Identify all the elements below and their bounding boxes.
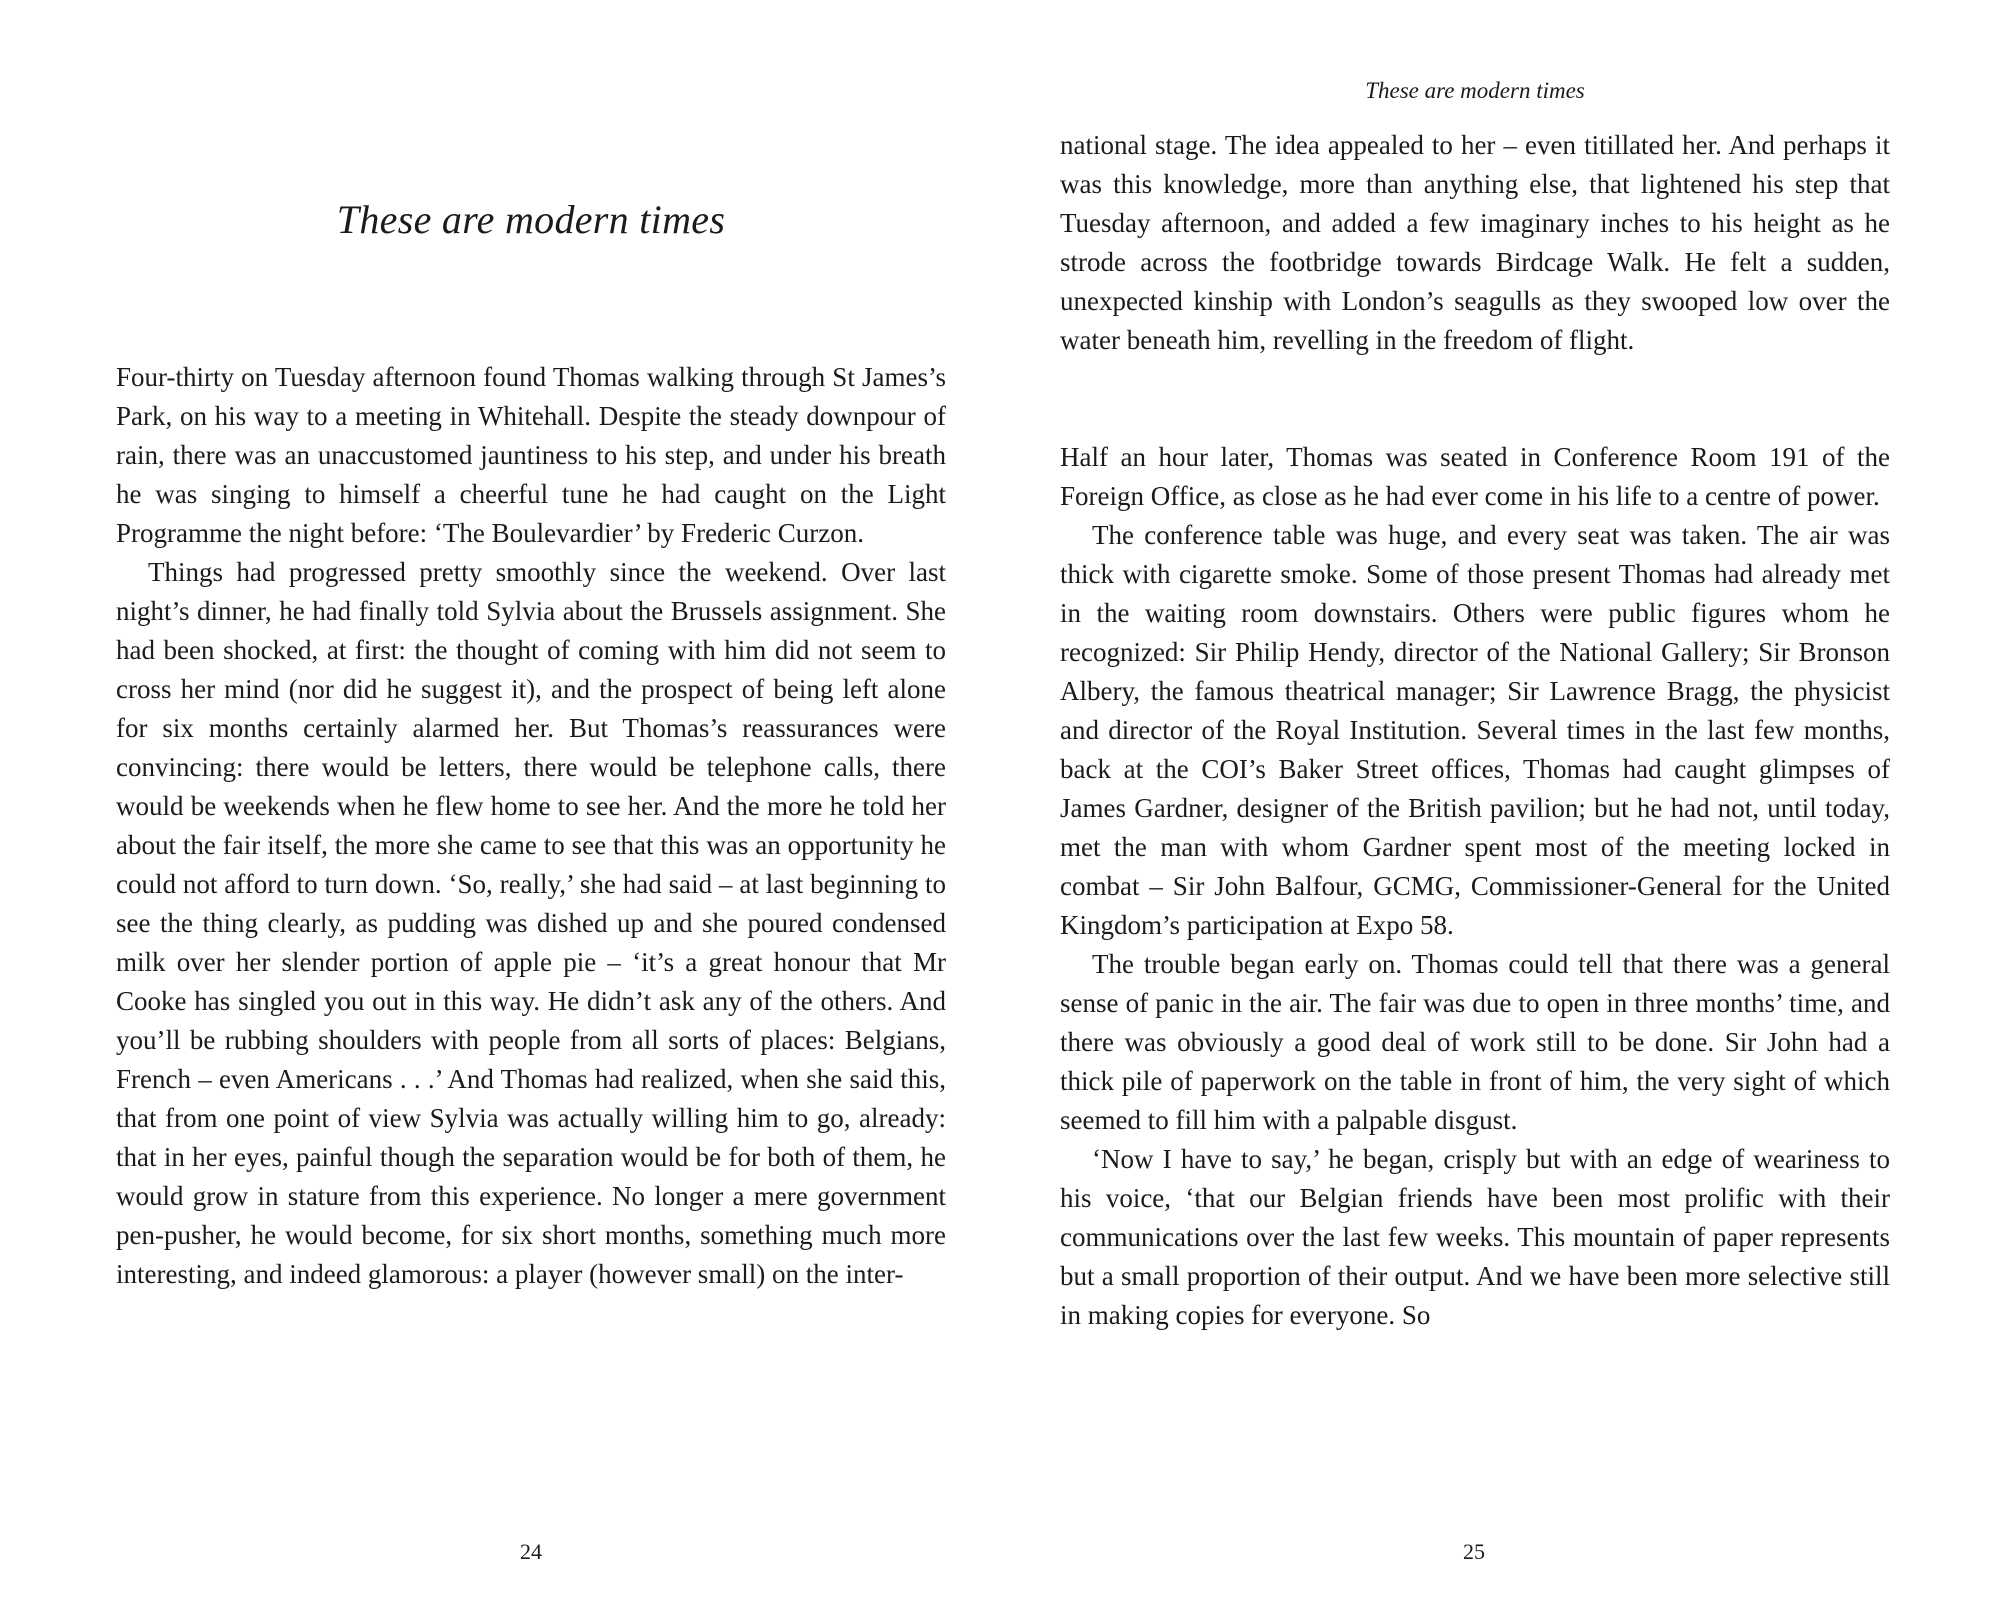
running-head: These are modern times <box>1365 78 1585 103</box>
page-number-left: 24 <box>520 1539 542 1564</box>
section-opening-paragraph: Half an hour later, Thomas was seated in Conference Room 191 of the Foreign Office, as close as he had ever come in his life to a centre of power. <box>1060 442 1890 511</box>
continuation-paragraph: national stage. The idea appealed to her – even titillated her. And perhaps it was this knowledge, more than anything else, that lightened his step that Tuesday afternoon, and added a few imaginary inches to his height as he strode across the footbridge towards Birdcage Walk. He felt a sudden, unexpected kinship with London’s seagulls as they swooped low over the water beneath him, revelling in the freedom of flight. <box>1060 130 1890 355</box>
opening-paragraph: Four-thirty on Tuesday afternoon found Thomas walking through St James’s Park, on his way to a meeting in Whitehall. Despite the steady downpour of rain, there was an unaccustomed jauntiness to his step, and under his breath he was singing to himself a cheerful tune he had caught on the Light Programme the night before: ‘The Boulevardier’ by Frederic Curzon. <box>116 362 946 548</box>
paragraph: ‘Now I have to say,’ he began, crisply but with an edge of weariness to his voice, ‘that our Belgian friends have been most prolific with their communications over the last few weeks. This mountain of paper represents but a small proportion of their output. And we have been more selective still in making copies for everyone. So <box>1060 1144 1890 1330</box>
page-number-right: 25 <box>1463 1539 1485 1564</box>
chapter-title: These are modern times <box>336 197 726 242</box>
paragraph: The trouble began early on. Thomas could tell that there was a general sense of panic in the air. The fair was due to open in three months’ time, and there was obviously a good deal of work still to be done. Sir John had a thick pile of paperwork on the table in front of him, the very sight of which seemed to fill him with a palpable disgust. <box>1060 949 1890 1135</box>
paragraph: Things had progressed pretty smoothly since the weekend. Over last night’s dinner, he had finally told Sylvia about the Brussels assignment. She had been shocked, at first: the thought of coming with him did not seem to cross her mind (nor did he suggest it), and the prospect of being left alone for six months certainly alarmed her. But Thomas’s reassurances were convincing: there would be letters, there would be telephone calls, there would be weekends when he flew home to see her. And the more he told her about the fair itself, the more she came to see that this was an opportunity he could not afford to turn down. ‘So, really,’ she had said – at last beginning to see the thing clearly, as pudding was dished up and she poured condensed milk over her slender portion of apple pie – ‘it’s a great honour that Mr Cooke has singled you out in this way. He didn’t ask any of the others. And you’ll be rubbing shoulders with people from all sorts of places: Belgians, French – even Americans . . .’ And Thomas had realized, when she said this, that from one point of view Sylvia was actually willing him to go, already: that in her eyes, painful though the separation would be for both of them, he would grow in stature from this experience. No longer a mere government pen-pusher, he would become, for six short months, something much more interesting, and indeed glamorous: a player (however small) on the inter- <box>116 557 946 1289</box>
left-page-body <box>116 358 946 1294</box>
right-page <box>1000 0 2000 1616</box>
right-page-continuation <box>1060 126 1890 360</box>
paragraph: The conference table was huge, and every seat was taken. The air was thick with cigarette smoke. Some of those present Thomas had already met in the waiting room downstairs. Others were public figures whom he recognized: Sir Philip Hendy, director of the National Gallery; Sir Bronson Albery, the famous theatrical manager; Sir Lawrence Bragg, the physicist and director of the Royal Institution. Several times in the last few months, back at the COI’s Baker Street offices, Thomas had caught glimpses of James Gardner, designer of the British pavilion; but he had not, until today, met the man with whom Gardner spent most of the meeting locked in combat – Sir John Balfour, GCMG, Commissioner-General for the United Kingdom’s participation at Expo 58. <box>1060 520 1890 940</box>
right-page-body <box>1060 438 1890 1335</box>
